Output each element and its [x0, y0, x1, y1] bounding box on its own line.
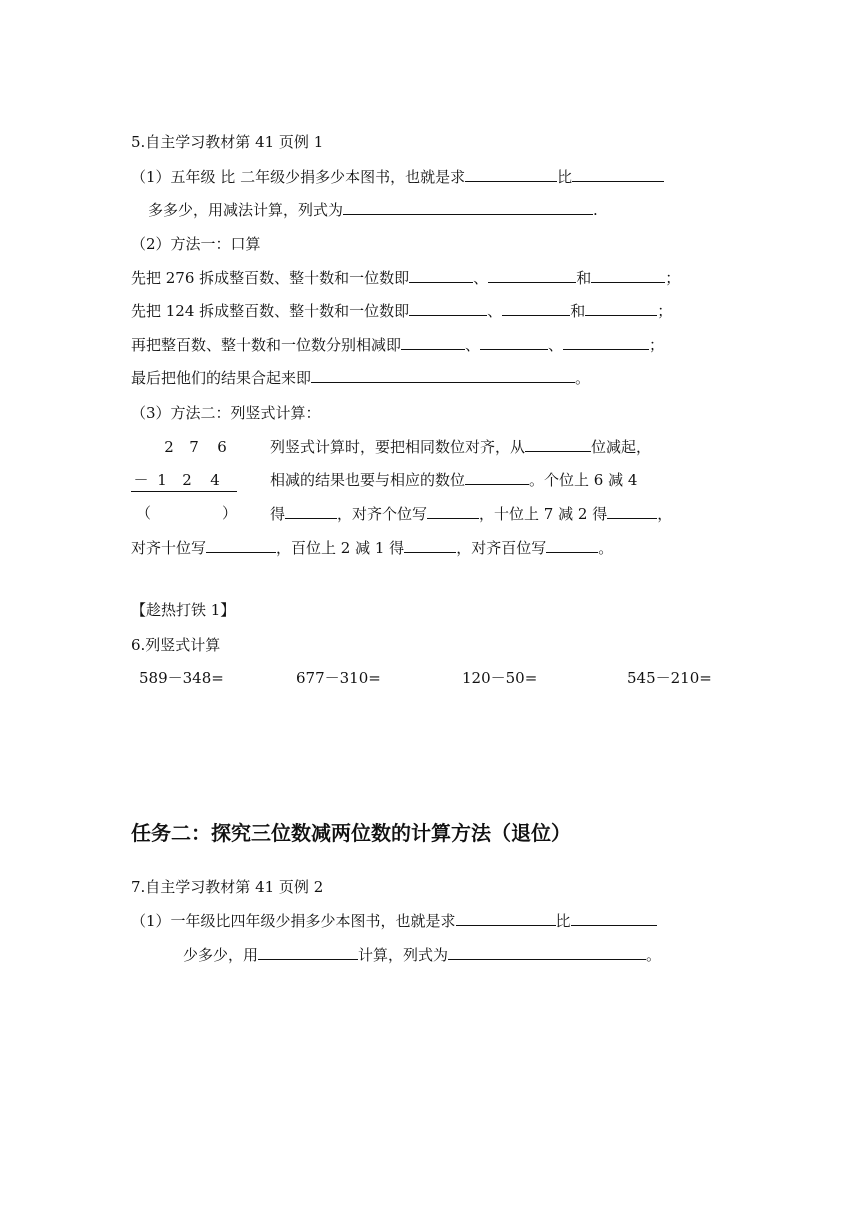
answer-blank[interactable] [571, 911, 657, 926]
exercise-5-part2-title: （2）方法一：口算 [131, 235, 261, 253]
answer-blank[interactable] [465, 167, 557, 182]
answer-blank[interactable] [585, 301, 657, 316]
answer-blank[interactable] [502, 301, 570, 316]
answer-blank[interactable] [401, 335, 465, 350]
answer-blank[interactable] [546, 538, 598, 553]
practice-problem: 545－210= [627, 669, 712, 687]
mental-step-1: 先把 276 拆成整百数、整十数和一位数即 、 和 ； [131, 269, 681, 287]
answer-blank[interactable] [456, 911, 556, 926]
answer-blank[interactable] [206, 538, 276, 553]
answer-blank[interactable] [343, 200, 593, 215]
vertical-explain-3: 得 ，对齐个位写 ，十位上 7 减 2 得 ， [270, 505, 673, 523]
mental-step-4: 最后把他们的结果合起来即 。 [131, 369, 591, 387]
answer-blank[interactable] [591, 268, 665, 283]
exercise-5-part1-line2: 多多少，用减法计算，列式为 . [148, 201, 598, 219]
exercise-5-part1-line1: （1）五年级 比 二年级少捐多少本图书，也就是求 比 [131, 167, 664, 187]
answer-blank[interactable] [563, 335, 649, 350]
vertical-sum-line [131, 491, 237, 492]
answer-blank[interactable] [258, 945, 358, 960]
answer-blank[interactable] [448, 945, 646, 960]
vertical-explain-2: 相减的结果也要与相应的数位 。个位上 6 减 4 [270, 471, 638, 489]
vertical-explain-4: 对齐十位写 ，百位上 2 减 1 得 ，对齐百位写 。 [131, 539, 614, 557]
exercise-5-title: 5.自主学习教材第 41 页例 1 [131, 133, 324, 151]
exercise-7-title: 7.自主学习教材第 41 页例 2 [131, 878, 324, 896]
answer-blank[interactable] [311, 368, 575, 383]
answer-blank[interactable] [607, 504, 657, 519]
practice-problem: 677－310= [296, 669, 381, 687]
answer-blank[interactable] [285, 504, 337, 519]
mental-step-3: 再把整百数、整十数和一位数分别相减即 、 、 ； [131, 336, 665, 354]
task-2-heading: 任务二：探究三位数减两位数的计算方法（退位） [131, 821, 571, 845]
exercise-6-title: 6.列竖式计算 [131, 636, 221, 654]
vertical-top-number: 2 7 6 [164, 438, 227, 456]
vertical-explain-1: 列竖式计算时，要把相同数位对齐，从 位减起， [270, 438, 652, 456]
exercise-7-part1-line1: （1）一年级比四年级少捐多少本图书，也就是求 比 [131, 911, 657, 931]
mental-step-2: 先把 124 拆成整百数、整十数和一位数即 、 和 ； [131, 302, 673, 320]
vertical-bottom-number: － 1 2 4 [133, 471, 220, 489]
answer-blank[interactable] [409, 268, 473, 283]
practice-label: 【趁热打铁 1】 [131, 601, 236, 619]
answer-blank[interactable] [525, 437, 591, 452]
answer-blank[interactable] [427, 504, 479, 519]
answer-blank[interactable] [409, 301, 487, 316]
answer-blank[interactable] [488, 268, 576, 283]
vertical-result-open: （ [136, 504, 152, 522]
answer-blank[interactable] [404, 538, 456, 553]
vertical-result-close: ） [222, 504, 238, 522]
exercise-7-part1-line2: 少多少，用 计算，列式为 。 [183, 946, 662, 964]
answer-blank[interactable] [465, 470, 529, 485]
answer-blank[interactable] [572, 167, 664, 182]
practice-problem: 589－348= [139, 669, 224, 687]
practice-problem: 120－50= [462, 669, 538, 687]
answer-blank[interactable] [480, 335, 548, 350]
exercise-5-part3-title: （3）方法二：列竖式计算： [131, 404, 321, 422]
